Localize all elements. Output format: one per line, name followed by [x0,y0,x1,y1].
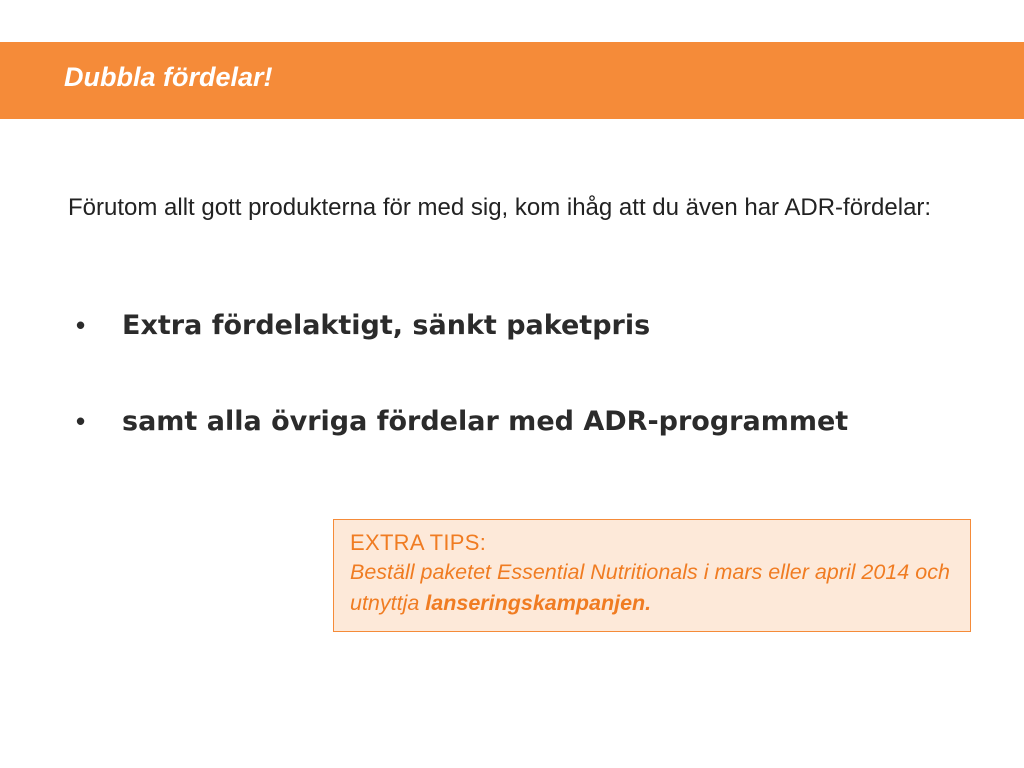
slide-title: Dubbla fördelar! [64,62,273,92]
list-item [76,408,848,435]
tips-text [350,557,970,619]
bullet-icon: • [76,406,86,436]
bullet-text: Extra fördelaktigt, sänkt paketpris [122,310,651,341]
bullet-icon: • [76,310,86,340]
intro-paragraph: Förutom allt gott produkterna för med sig, kom ihåg att du även har ADR-fördelar: [68,194,932,221]
extra-tips-box [333,519,971,632]
tips-heading: EXTRA TIPS: [350,530,487,555]
bullet-text: samt alla övriga fördelar med ADR-programmet [122,406,849,437]
tips-body: Beställ paketet Essential Nutritionals i mars eller april 2014 och utnyttja [350,560,950,615]
list-item [76,312,650,339]
tips-emphasis: lanseringskampanjen. [425,591,652,615]
